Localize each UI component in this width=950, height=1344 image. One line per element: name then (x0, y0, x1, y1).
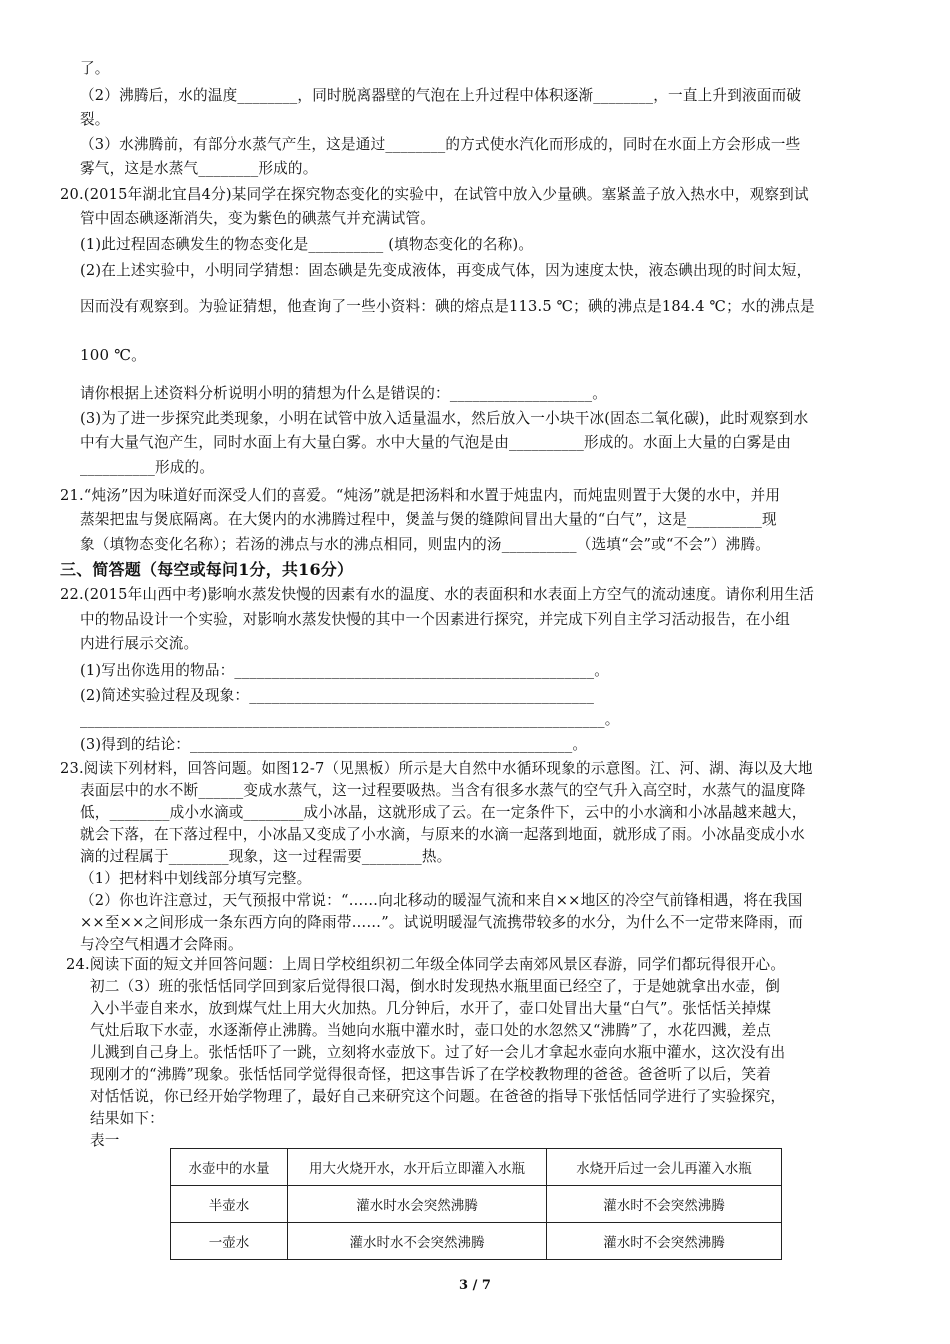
table-header-cell: 用大火烧开水，水开后立即灌入水瓶 (288, 1149, 547, 1186)
text-line: 蒸架把盅与煲底隔离。在大煲内的水沸腾过程中，煲盖与煲的缝隙间冒出大量的“白气”，这是__________现 (80, 511, 777, 528)
text-line: 初二（3）班的张恬恬同学回到家后觉得很口渴，倒水时发现热水瓶里面已经空了，于是她就拿出水壶，倒 (90, 978, 781, 995)
table-caption: 表一 (90, 1132, 120, 1149)
question-21: 21.“炖汤”因为味道好而深受人们的喜爱。“炖汤”就是把汤料和水置于炖盅内，而炖盅则置于大煲的水中，并用 (60, 487, 781, 504)
text-line: 因而没有观察到。为验证猜想，他查询了一些小资料：碘的熔点是113.5 ℃；碘的沸点是184.4 ℃；水的沸点是 (80, 298, 815, 315)
text-line: 管中固态碘逐渐消失，变为紫色的碘蒸气并充满试管。 (80, 210, 436, 227)
text-line: 中有大量气泡产生，同时水面上有大量白雾。水中大量的气泡是由__________形成的。水面上大量的白雾是由 (80, 434, 792, 451)
text-line: 雾气，这是水蒸气________形成的。 (80, 160, 318, 177)
text-line: 入小半壶自来水，放到煤气灶上用大火加热。几分钟后，水开了，壶口处冒出大量“白气”。张恬恬关掉煤 (90, 1000, 772, 1017)
text-line: （1）把材料中划线部分填写完整。 (80, 870, 312, 887)
table-header-cell: 水烧开后过一会儿再灌入水瓶 (547, 1149, 782, 1186)
text-line: (1)此过程固态碘发生的物态变化是__________ (填物态变化的名称)。 (80, 236, 534, 253)
text-line: 气灶后取下水壶，水逐渐停止沸腾。当她向水瓶中灌水时，壶口处的水忽然又“沸腾”了，水花四溅，差点 (90, 1022, 772, 1039)
question-24: 24.阅读下面的短文并回答问题：上周日学校组织初二年级全体同学去南郊风景区春游，同学们都玩得很开心。 (66, 956, 786, 973)
question-22: 22.(2015年山西中考)影响水蒸发快慢的因素有水的温度、水的表面积和水表面上方空气的流动速度。请你利用生活 (60, 586, 815, 603)
table-cell: 灌水时水不会突然沸腾 (288, 1223, 547, 1260)
text-line: 象（填物态变化名称）；若汤的沸点与水的沸点相同，则盅内的汤__________（选填“会”或“不会”）沸腾。 (80, 536, 771, 553)
text-line: 现刚才的“沸腾”现象。张恬恬同学觉得很奇怪，把这事告诉了在学校教物理的爸爸。爸爸听了以后，笑着 (90, 1066, 772, 1083)
text-line: 结果如下： (90, 1110, 164, 1127)
text-line: (2)简述实验过程及现象：______________________________________________ (80, 687, 595, 704)
text-line: 与冷空气相遇才会降雨。 (80, 936, 243, 953)
text-line: 了。 (80, 60, 110, 77)
table-header-row (171, 1149, 782, 1186)
question-23: 23.阅读下列材料，回答问题。如图12-7（见黑板）所示是大自然中水循环现象的示意图。江、河、湖、海以及大地 (60, 760, 813, 777)
text-line: 就会下落，在下落过程中，小冰晶又变成了小水滴，与原来的水滴一起落到地面，就形成了雨。小冰晶变成小水 (80, 826, 805, 843)
text-line: （2）沸腾后，水的温度________，同时脱离器壁的气泡在上升过程中体积逐渐________，一直上升到液面而破 (80, 87, 802, 104)
text-line: __________形成的。 (80, 459, 215, 476)
text-line: 低，________成小水滴或________成小冰晶，这就形成了云。在一定条件下，云中的小水滴和小冰晶越来越大， (80, 804, 807, 821)
text-line: (2)在上述实验中，小明同学猜想：固态碘是先变成液体，再变成气体，因为速度太快，液态碘出现的时间太短， (80, 262, 812, 279)
text-line: ××至××之间形成一条东西方向的降雨带……”。试说明暖湿气流携带较多的水分，为什么不一定带来降雨，而 (80, 914, 804, 931)
table-row (171, 1223, 782, 1260)
text-line: 中的物品设计一个实验，对影响水蒸发快慢的其中一个因素进行探究，并完成下列自主学习活动报告，在小组 (80, 611, 791, 628)
table-cell: 灌水时水会突然沸腾 (288, 1186, 547, 1223)
text-line: 滴的过程属于________现象，这一过程需要________热。 (80, 848, 452, 865)
table-header-cell: 水壶中的水量 (171, 1149, 288, 1186)
results-table (170, 1148, 782, 1260)
table-row (171, 1186, 782, 1223)
page-number: 3 / 7 (459, 1278, 491, 1293)
text-line: 请你根据上述资料分析说明小明的猜想为什么是错误的：___________________。 (80, 385, 608, 402)
text-line: 表面层中的水不断______变成水蒸气，这一过程要吸热。当含有很多水蒸气的空气升入高空时，水蒸气的温度降 (80, 782, 806, 799)
section-heading: 三、简答题（每空或每问1分，共16分） (60, 560, 354, 579)
text-line: 对恬恬说，你已经开始学物理了，最好自己来研究这个问题。在爸爸的指导下张恬恬同学进行了实验探究， (90, 1088, 786, 1105)
text-line: 100 ℃。 (80, 346, 147, 364)
question-20: 20.(2015年湖北宜昌4分)某同学在探究物态变化的实验中，在试管中放入少量碘。塞紧盖子放入热水中，观察到试 (60, 186, 809, 203)
table-cell: 灌水时不会突然沸腾 (547, 1223, 782, 1260)
table-cell: 半壶水 (171, 1186, 288, 1223)
text-line: 内进行展示交流。 (80, 635, 199, 652)
text-line: 儿溅到自己身上。张恬恬吓了一跳，立刻将水壶放下。过了好一会儿才拿起水壶向水瓶中灌水，这次没有出 (90, 1044, 786, 1061)
text-line: （2）你也许注意过，天气预报中常说：“……向北移动的暖湿气流和来自××地区的冷空气前锋相遇，将在我国 (80, 892, 803, 909)
table-cell: 一壶水 (171, 1223, 288, 1260)
text-line: (3)得到的结论：___________________________________________________。 (80, 736, 588, 753)
text-line: (1)写出你选用的物品：________________________________________________。 (80, 662, 610, 679)
text-line: ______________________________________________________________________。 (80, 711, 620, 728)
text-line: （3）水沸腾前，有部分水蒸气产生，这是通过________的方式使水汽化而形成的，同时在水面上方会形成一些 (80, 136, 801, 153)
table-cell: 灌水时不会突然沸腾 (547, 1186, 782, 1223)
text-line: 裂。 (80, 111, 110, 128)
text-line: (3)为了进一步探究此类现象，小明在试管中放入适量温水，然后放入一小块干冰(固态二氧化碳)，此时观察到水 (80, 410, 809, 427)
